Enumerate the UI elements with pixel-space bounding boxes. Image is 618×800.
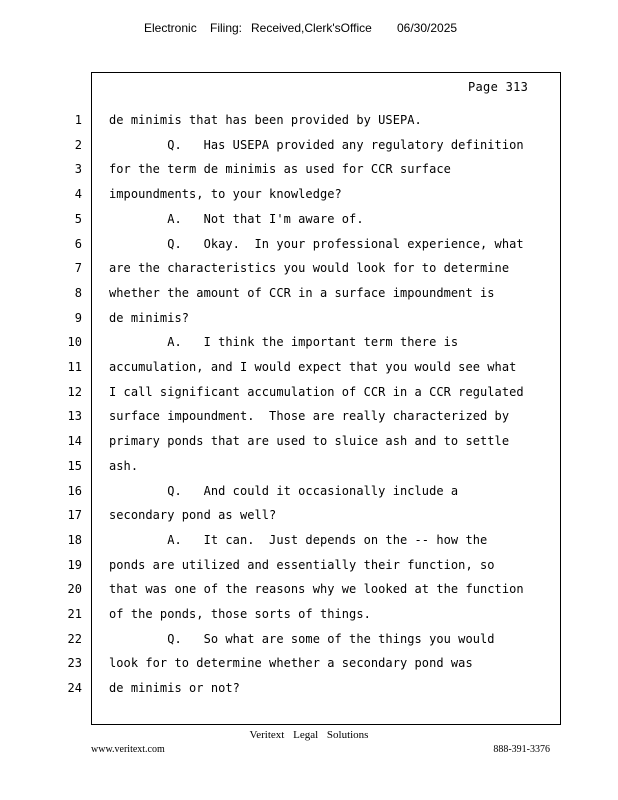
line-text: Q. So what are some of the things you would	[109, 631, 495, 646]
transcript-line	[0, 557, 618, 581]
footer-company: Veritext Legal Solutions	[249, 729, 369, 741]
line-number: 7	[74, 261, 82, 276]
transcript-line	[0, 606, 618, 630]
line-number: 17	[67, 508, 82, 523]
transcript-line	[0, 532, 618, 556]
line-number: 16	[67, 483, 82, 498]
transcript-line	[0, 384, 618, 408]
footer-phone: 888-391-3376	[493, 744, 550, 755]
transcript-line	[0, 581, 618, 605]
filing-label: Filing:	[210, 21, 243, 35]
line-number: 18	[67, 532, 82, 547]
filing-stamp	[0, 21, 618, 37]
line-number: 24	[67, 681, 82, 696]
transcript-line	[0, 285, 618, 309]
line-text: A. It can. Just depends on the -- how the	[109, 532, 488, 547]
line-text: secondary pond as well?	[109, 508, 277, 523]
line-text: look for to determine whether a secondary pond was	[109, 656, 473, 671]
line-number: 4	[74, 187, 82, 202]
line-number: 2	[74, 137, 82, 152]
transcript-line	[0, 680, 618, 704]
line-text: surface impoundment. Those are really characterized by	[109, 409, 510, 424]
line-number: 23	[67, 656, 82, 671]
line-number: 9	[74, 310, 82, 325]
transcript-line	[0, 161, 618, 185]
line-text: impoundments, to your knowledge?	[109, 187, 342, 202]
line-number: 6	[74, 236, 82, 251]
line-text: de minimis that has been provided by USEPA.	[109, 113, 422, 127]
transcript-line	[0, 483, 618, 507]
line-text: Q. Has USEPA provided any regulatory definition	[109, 137, 524, 152]
transcript-line	[0, 334, 618, 358]
transcript-line	[0, 458, 618, 482]
transcript-line	[0, 211, 618, 235]
line-number: 13	[67, 409, 82, 424]
line-number: 5	[74, 211, 82, 226]
line-text: are the characteristics you would look for to determine	[109, 261, 510, 276]
filing-received: Received,Clerk'sOffice	[251, 21, 372, 35]
line-number: 22	[67, 631, 82, 646]
line-number: 8	[74, 285, 82, 300]
line-text: accumulation, and I would expect that you would see what	[109, 360, 517, 374]
transcript-line	[0, 310, 618, 334]
line-number: 12	[67, 384, 82, 399]
page-number: Page 313	[468, 80, 529, 94]
transcript-line	[0, 236, 618, 260]
transcript-line	[0, 186, 618, 210]
line-text: ash.	[109, 458, 139, 473]
line-text: ponds are utilized and essentially their function, so	[109, 557, 495, 572]
filing-electronic: Electronic	[144, 21, 197, 35]
transcript-line	[0, 655, 618, 679]
line-text: that was one of the reasons why we looked at the function	[109, 582, 524, 597]
line-number: 10	[67, 335, 82, 350]
line-text: for the term de minimis as used for CCR surface	[109, 162, 451, 177]
line-number: 1	[74, 113, 82, 127]
line-number: 14	[67, 434, 82, 449]
transcript-line	[0, 260, 618, 284]
transcript-line	[0, 359, 618, 383]
transcript-line	[0, 112, 618, 136]
transcript-line	[0, 631, 618, 655]
line-text: Q. And could it occasionally include a	[109, 483, 459, 498]
line-number: 19	[67, 557, 82, 572]
line-text: of the ponds, those sorts of things.	[109, 607, 371, 621]
transcript-line	[0, 137, 618, 161]
line-text: Q. Okay. In your professional experience, what	[109, 236, 524, 251]
transcript-line	[0, 408, 618, 432]
line-text: I call significant accumulation of CCR in a CCR regulated	[109, 384, 524, 399]
transcript-line	[0, 433, 618, 457]
transcript-line	[0, 507, 618, 531]
line-text: A. I think the important term there is	[109, 335, 459, 350]
footer-website: www.veritext.com	[91, 744, 165, 755]
line-text: primary ponds that are used to sluice ash and to settle	[109, 434, 510, 449]
line-number: 3	[74, 162, 82, 177]
line-text: de minimis?	[109, 310, 190, 325]
line-number: 15	[67, 458, 82, 473]
line-text: A. Not that I'm aware of.	[109, 211, 364, 226]
line-number: 20	[67, 582, 82, 597]
line-text: de minimis or not?	[109, 681, 240, 696]
line-text: whether the amount of CCR in a surface impoundment is	[109, 285, 495, 300]
line-number: 21	[67, 607, 82, 621]
line-number: 11	[67, 360, 82, 374]
filing-date: 06/30/2025	[397, 21, 458, 35]
